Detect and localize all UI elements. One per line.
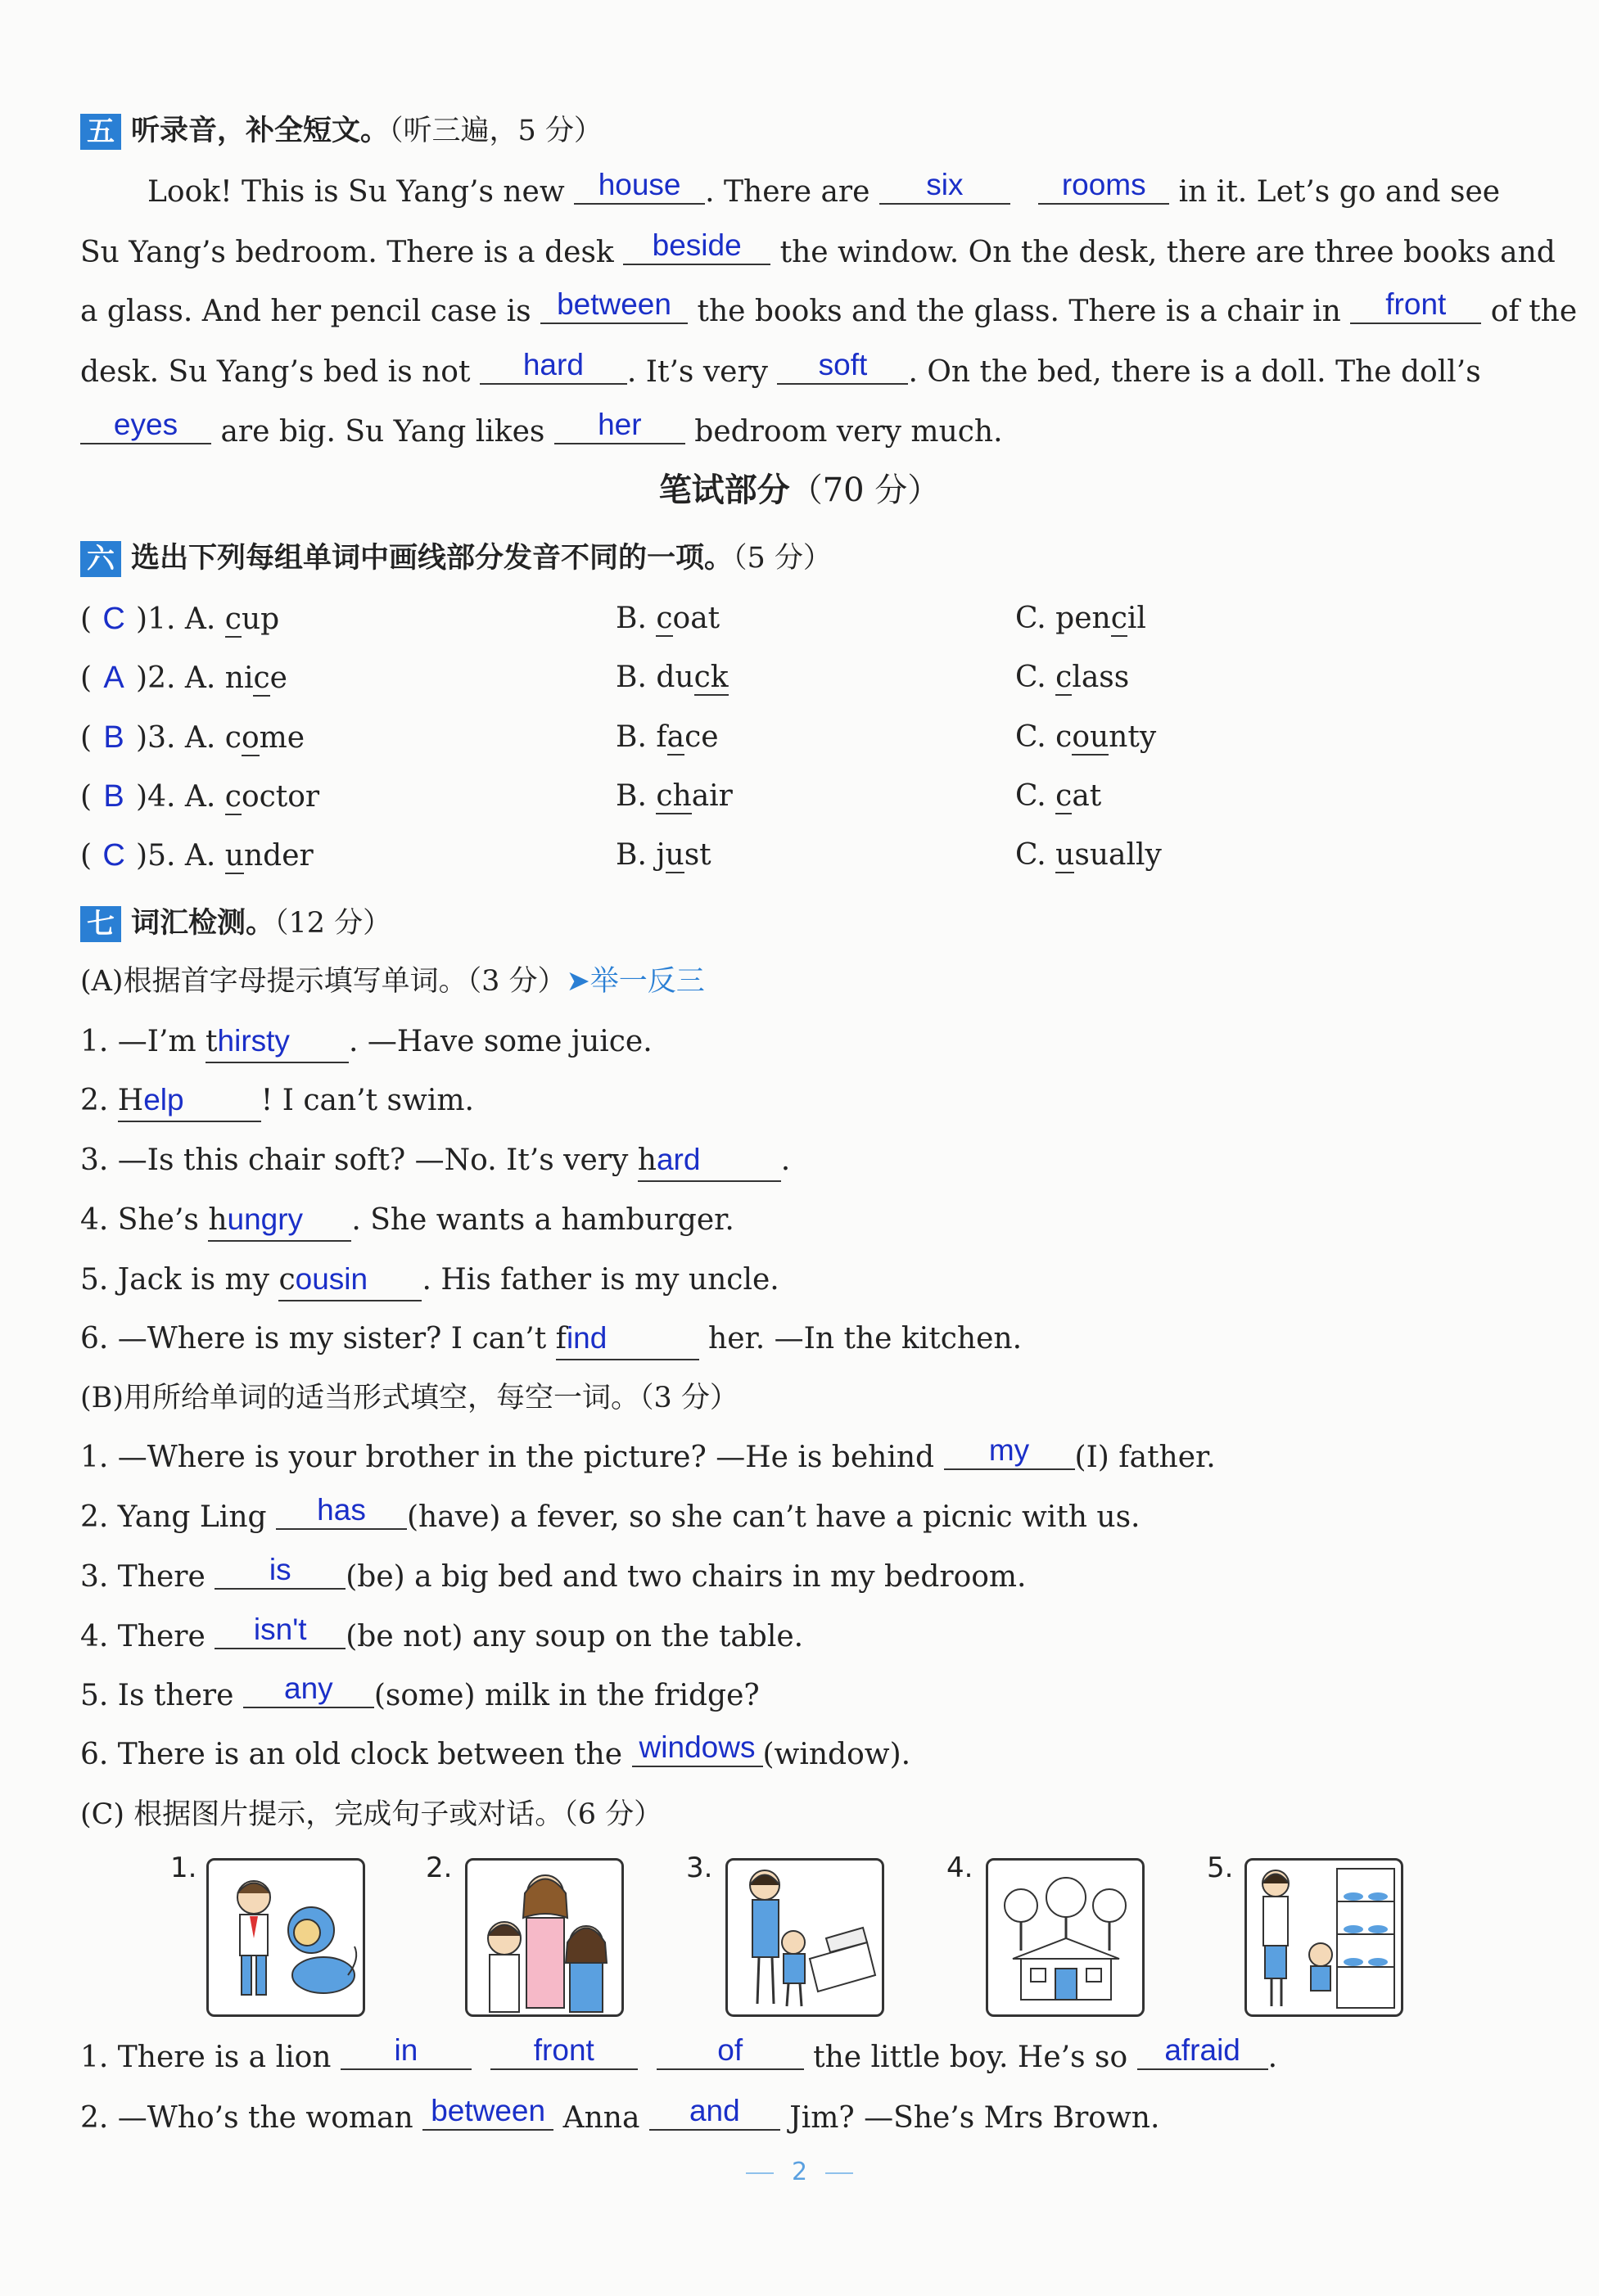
option-c-pre: C. xyxy=(1015,779,1056,813)
item-text: 1. —Where is your brother in the picture? —He is behind xyxy=(80,1441,944,1474)
part-a-item xyxy=(80,1260,779,1301)
item-text: . She wants a hamburger. xyxy=(351,1203,734,1237)
option-b-post: oat xyxy=(672,602,720,635)
picture-number: 2. xyxy=(426,1852,453,1884)
item-text: (have) a fever, so she can’t have a picnic with us. xyxy=(407,1500,1141,1534)
blank-rooms: rooms xyxy=(1038,167,1169,205)
footer-dash-left xyxy=(746,2172,774,2174)
written-part-title xyxy=(0,469,1599,512)
item-text: . xyxy=(780,1143,791,1177)
text: 2. —Who’s the woman xyxy=(80,2101,423,2135)
text: Su Yang’s bedroom. There is a desk xyxy=(80,236,624,269)
item-text: 4. There xyxy=(80,1620,215,1653)
option-b-pre: B. xyxy=(616,602,657,635)
initial-letter: t xyxy=(206,1025,218,1058)
footer-dash-right xyxy=(825,2172,853,2174)
text: . xyxy=(1267,2041,1278,2074)
item-text: 6. —Where is my sister? I can’t xyxy=(80,1322,556,1355)
option-c-pre: C. xyxy=(1015,838,1056,872)
item-text: . His father is my uncle. xyxy=(422,1263,779,1297)
text: . There are xyxy=(705,175,879,209)
option-b-pre: B. xyxy=(616,779,657,813)
option-a-underlined: c xyxy=(224,780,242,814)
part-a-heading xyxy=(80,962,705,1001)
option-c-post: il xyxy=(1127,602,1146,635)
section-7-title: 词汇检测。 xyxy=(131,907,275,940)
option-c-pre: C. xyxy=(1015,661,1056,694)
section-5-heading xyxy=(80,111,603,151)
blank-soft: soft xyxy=(777,347,908,385)
section-5-badge: 五 xyxy=(80,114,121,150)
part-c-title: (C) 根据图片提示，完成句子或对话。（6 分） xyxy=(80,1798,663,1831)
blank-front: front xyxy=(1350,286,1481,324)
item-text: 5. Jack is my xyxy=(80,1263,279,1297)
initial-letter: h xyxy=(208,1203,228,1237)
item-text: (window). xyxy=(762,1738,911,1771)
blank-between: between xyxy=(422,2093,553,2131)
choice-answer: C xyxy=(102,838,125,873)
text: the little boy. He’s so xyxy=(803,2041,1137,2074)
option-b-post: ce xyxy=(684,720,719,754)
picture-shoe-shelf xyxy=(1244,1858,1403,2017)
option-b-post: st xyxy=(684,838,711,872)
option-c xyxy=(1015,599,1146,638)
option-c-post: lass xyxy=(1072,661,1130,694)
choice-row: ( B )4. A. coctor xyxy=(80,777,319,817)
page-number: 2 xyxy=(791,2158,808,2186)
part-b-item xyxy=(80,1433,1216,1477)
blank-hard: hard xyxy=(480,347,627,385)
option-c-underlined: c xyxy=(1055,661,1073,694)
item-text: 5. Is there xyxy=(80,1679,243,1712)
part-a-item xyxy=(80,1022,653,1063)
initial-letter: c xyxy=(278,1263,296,1297)
text: 1. There is a lion xyxy=(80,2041,341,2074)
section-7-heading xyxy=(80,904,391,943)
item-text: (I) father. xyxy=(1074,1441,1216,1474)
section-6-score: （5 分） xyxy=(733,542,832,575)
initial-letter-blank xyxy=(638,1140,781,1182)
option-c-post: sually xyxy=(1074,838,1162,872)
section-7-score: （12 分） xyxy=(274,907,392,940)
text: in it. Let’s go and see xyxy=(1169,175,1501,209)
blank-between: between xyxy=(540,286,688,324)
option-b-underlined: u xyxy=(665,838,684,872)
section-6-title: 选出下列每组单词中画线部分发音不同的一项。 xyxy=(131,542,734,575)
option-b-underlined: ck xyxy=(693,661,729,694)
blank-her: her xyxy=(554,407,685,444)
option-c xyxy=(1015,718,1156,757)
passage-line-3 xyxy=(80,287,1578,332)
text: . It’s very xyxy=(626,355,778,389)
section-6-badge: 六 xyxy=(80,541,121,577)
option-c-post: at xyxy=(1072,779,1102,813)
passage-line-1 xyxy=(147,168,1501,212)
item-text: 3. There xyxy=(80,1560,215,1594)
part-a-item xyxy=(80,1200,734,1242)
text: Jim? —She’s Mrs Brown. xyxy=(779,2101,1160,2135)
option-a-label: )5. A. xyxy=(136,839,225,873)
section-5-title: 听录音，补全短文。 xyxy=(131,115,390,147)
item-text: 3. —Is this chair soft? —No. It’s very xyxy=(80,1143,638,1177)
option-a-post: me xyxy=(259,721,305,755)
choice-answer: B xyxy=(103,779,124,814)
choice-answer: B xyxy=(103,720,124,755)
option-a-post: e xyxy=(269,661,287,695)
filled-answer: ard xyxy=(656,1143,701,1176)
item-text: 1. —I’m xyxy=(80,1025,206,1058)
initial-letter: H xyxy=(117,1084,144,1117)
choice-row: ( A )2. A. nice xyxy=(80,658,287,698)
picture-house-among-trees xyxy=(986,1858,1145,2017)
picture-mother-boy-bed xyxy=(725,1858,884,2017)
initial-letter-blank xyxy=(208,1200,351,1242)
passage-line-4 xyxy=(80,348,1481,392)
item-text: 2. Yang Ling xyxy=(80,1500,276,1534)
option-b-pre: B. f xyxy=(616,720,667,754)
part-b-heading xyxy=(80,1378,739,1418)
blank-six: six xyxy=(879,167,1010,205)
option-c xyxy=(1015,836,1162,875)
option-c-pre: C. pen xyxy=(1015,602,1111,635)
section-7-badge: 七 xyxy=(80,906,121,942)
part-a-item xyxy=(80,1319,1022,1360)
text: of the xyxy=(1481,295,1578,328)
blank-in: in xyxy=(341,2032,472,2070)
option-a-underlined: u xyxy=(224,839,244,873)
option-a-post: up xyxy=(241,602,280,636)
part-a-title: (A)根据首字母提示填写单词。（3 分） xyxy=(80,965,567,998)
item-text: 2. xyxy=(80,1084,118,1117)
text: the window. On the desk, there are three books and xyxy=(770,236,1556,269)
filled-answer: ungry xyxy=(227,1202,304,1236)
written-title-text: 笔试部分 xyxy=(658,471,790,509)
part-b-item xyxy=(80,1553,1027,1597)
blank-house: house xyxy=(574,167,705,205)
picture-woman-between-children xyxy=(465,1858,624,2017)
item-text: (be not) any soup on the table. xyxy=(346,1620,804,1653)
answer-blank: has xyxy=(276,1492,407,1530)
choice-row: ( C )1. A. cup xyxy=(80,599,279,639)
text: a glass. And her pencil case is xyxy=(80,295,541,328)
item-text: 6. There is an old clock between the xyxy=(80,1738,632,1771)
item-text: (be) a big bed and two chairs in my bedroom. xyxy=(346,1560,1027,1594)
option-b xyxy=(616,777,733,816)
option-c xyxy=(1015,658,1129,697)
passage-line-2 xyxy=(80,228,1556,273)
text: . On the bed, there is a doll. The doll’s xyxy=(908,355,1481,389)
option-c xyxy=(1015,777,1101,816)
section-6-heading xyxy=(80,539,832,578)
passage-line-5 xyxy=(80,408,1003,452)
initial-letter-blank xyxy=(118,1080,261,1122)
written-score: （70 分） xyxy=(789,471,941,509)
answer-blank: my xyxy=(944,1432,1075,1470)
picture-number: 4. xyxy=(946,1852,973,1884)
part-b-title: (B)用所给单词的适当形式填空，每空一词。（3 分） xyxy=(80,1382,739,1414)
blank-eyes: eyes xyxy=(80,407,211,444)
page-footer xyxy=(0,2158,1599,2186)
related-practice-link[interactable]: ➤举一反三 xyxy=(566,965,705,998)
blank-and: and xyxy=(649,2093,780,2131)
choice-row: ( B )3. A. come xyxy=(80,718,305,758)
initial-letter: f xyxy=(555,1322,567,1355)
filled-answer: elp xyxy=(143,1083,184,1116)
option-a-post: octor xyxy=(241,780,320,814)
filled-answer: ousin xyxy=(295,1262,368,1296)
picture-number: 3. xyxy=(686,1852,713,1884)
option-a-post: nder xyxy=(243,839,314,873)
blank-of: of xyxy=(657,2032,804,2070)
picture-number: 5. xyxy=(1207,1852,1234,1884)
text: bedroom very much. xyxy=(684,415,1003,449)
part-b-item xyxy=(80,1730,911,1775)
blank-afraid: afraid xyxy=(1137,2032,1268,2070)
part-c-item-1 xyxy=(80,2033,1278,2077)
option-b xyxy=(616,718,719,757)
filled-answer: ind xyxy=(566,1321,608,1355)
text: the books and the glass. There is a chair in xyxy=(688,295,1351,328)
option-c-underlined: ou xyxy=(1072,720,1109,754)
option-b xyxy=(616,658,729,697)
option-a-underlined: c xyxy=(224,602,242,636)
item-text: . —Have some juice. xyxy=(349,1025,653,1058)
picture-number: 1. xyxy=(170,1852,197,1884)
item-text: 4. She’s xyxy=(80,1203,209,1237)
option-a-underlined: o xyxy=(241,721,260,755)
item-text: (some) milk in the fridge? xyxy=(373,1679,760,1712)
choice-answer: C xyxy=(102,602,125,636)
choice-row: ( C )5. A. under xyxy=(80,836,314,876)
option-a-label: )4. A. xyxy=(136,780,225,814)
choice-answer: A xyxy=(103,661,124,695)
part-c-heading xyxy=(80,1795,662,1834)
text: desk. Su Yang’s bed is not xyxy=(80,355,480,389)
filled-answer: hirsty xyxy=(217,1024,290,1058)
item-text: ! I can’t swim. xyxy=(260,1084,474,1117)
option-a-underlined: c xyxy=(253,661,270,695)
option-c-post: nty xyxy=(1109,720,1157,754)
option-b xyxy=(616,599,720,638)
option-b-post: air xyxy=(691,779,733,813)
initial-letter-blank xyxy=(206,1022,349,1063)
option-b-pre: B. du xyxy=(616,661,694,694)
initial-letter: h xyxy=(637,1143,657,1177)
option-b-underlined: c xyxy=(656,602,673,635)
part-b-item xyxy=(80,1493,1141,1537)
option-b-underlined: a xyxy=(666,720,685,754)
text: Anna xyxy=(553,2101,649,2135)
option-b-underlined: ch xyxy=(656,779,692,813)
part-b-item xyxy=(80,1613,804,1657)
option-c-pre: C. c xyxy=(1015,720,1073,754)
picture-boy-and-lion xyxy=(206,1858,365,2017)
option-a-label: )3. A. xyxy=(136,721,225,755)
blank-beside: beside xyxy=(623,228,770,265)
answer-blank: windows xyxy=(632,1730,763,1767)
answer-blank: any xyxy=(243,1671,374,1708)
option-c-underlined: c xyxy=(1110,602,1127,635)
part-b-item xyxy=(80,1671,760,1716)
answer-blank: isn't xyxy=(215,1612,346,1649)
blank-front: front xyxy=(490,2032,638,2070)
part-c-item-2 xyxy=(80,2094,1160,2138)
option-a-label: )1. A. xyxy=(136,602,225,636)
option-a-pre: c xyxy=(224,721,242,755)
section-5-score: （听三遍，5 分） xyxy=(389,115,603,147)
option-a-label: )2. A. xyxy=(136,661,225,695)
initial-letter-blank xyxy=(556,1319,699,1360)
text: are big. Su Yang likes xyxy=(211,415,554,449)
option-a-pre: ni xyxy=(224,661,254,695)
part-a-item xyxy=(80,1080,474,1122)
option-b-pre: B. j xyxy=(616,838,666,872)
item-text: her. —In the kitchen. xyxy=(698,1322,1023,1355)
text: Look! This is Su Yang’s new xyxy=(147,175,575,209)
initial-letter-blank xyxy=(278,1260,422,1301)
answer-blank: is xyxy=(215,1552,346,1590)
part-a-item xyxy=(80,1140,790,1182)
option-c-underlined: c xyxy=(1055,779,1073,813)
option-c-underlined: u xyxy=(1055,838,1075,872)
option-b xyxy=(616,836,711,875)
